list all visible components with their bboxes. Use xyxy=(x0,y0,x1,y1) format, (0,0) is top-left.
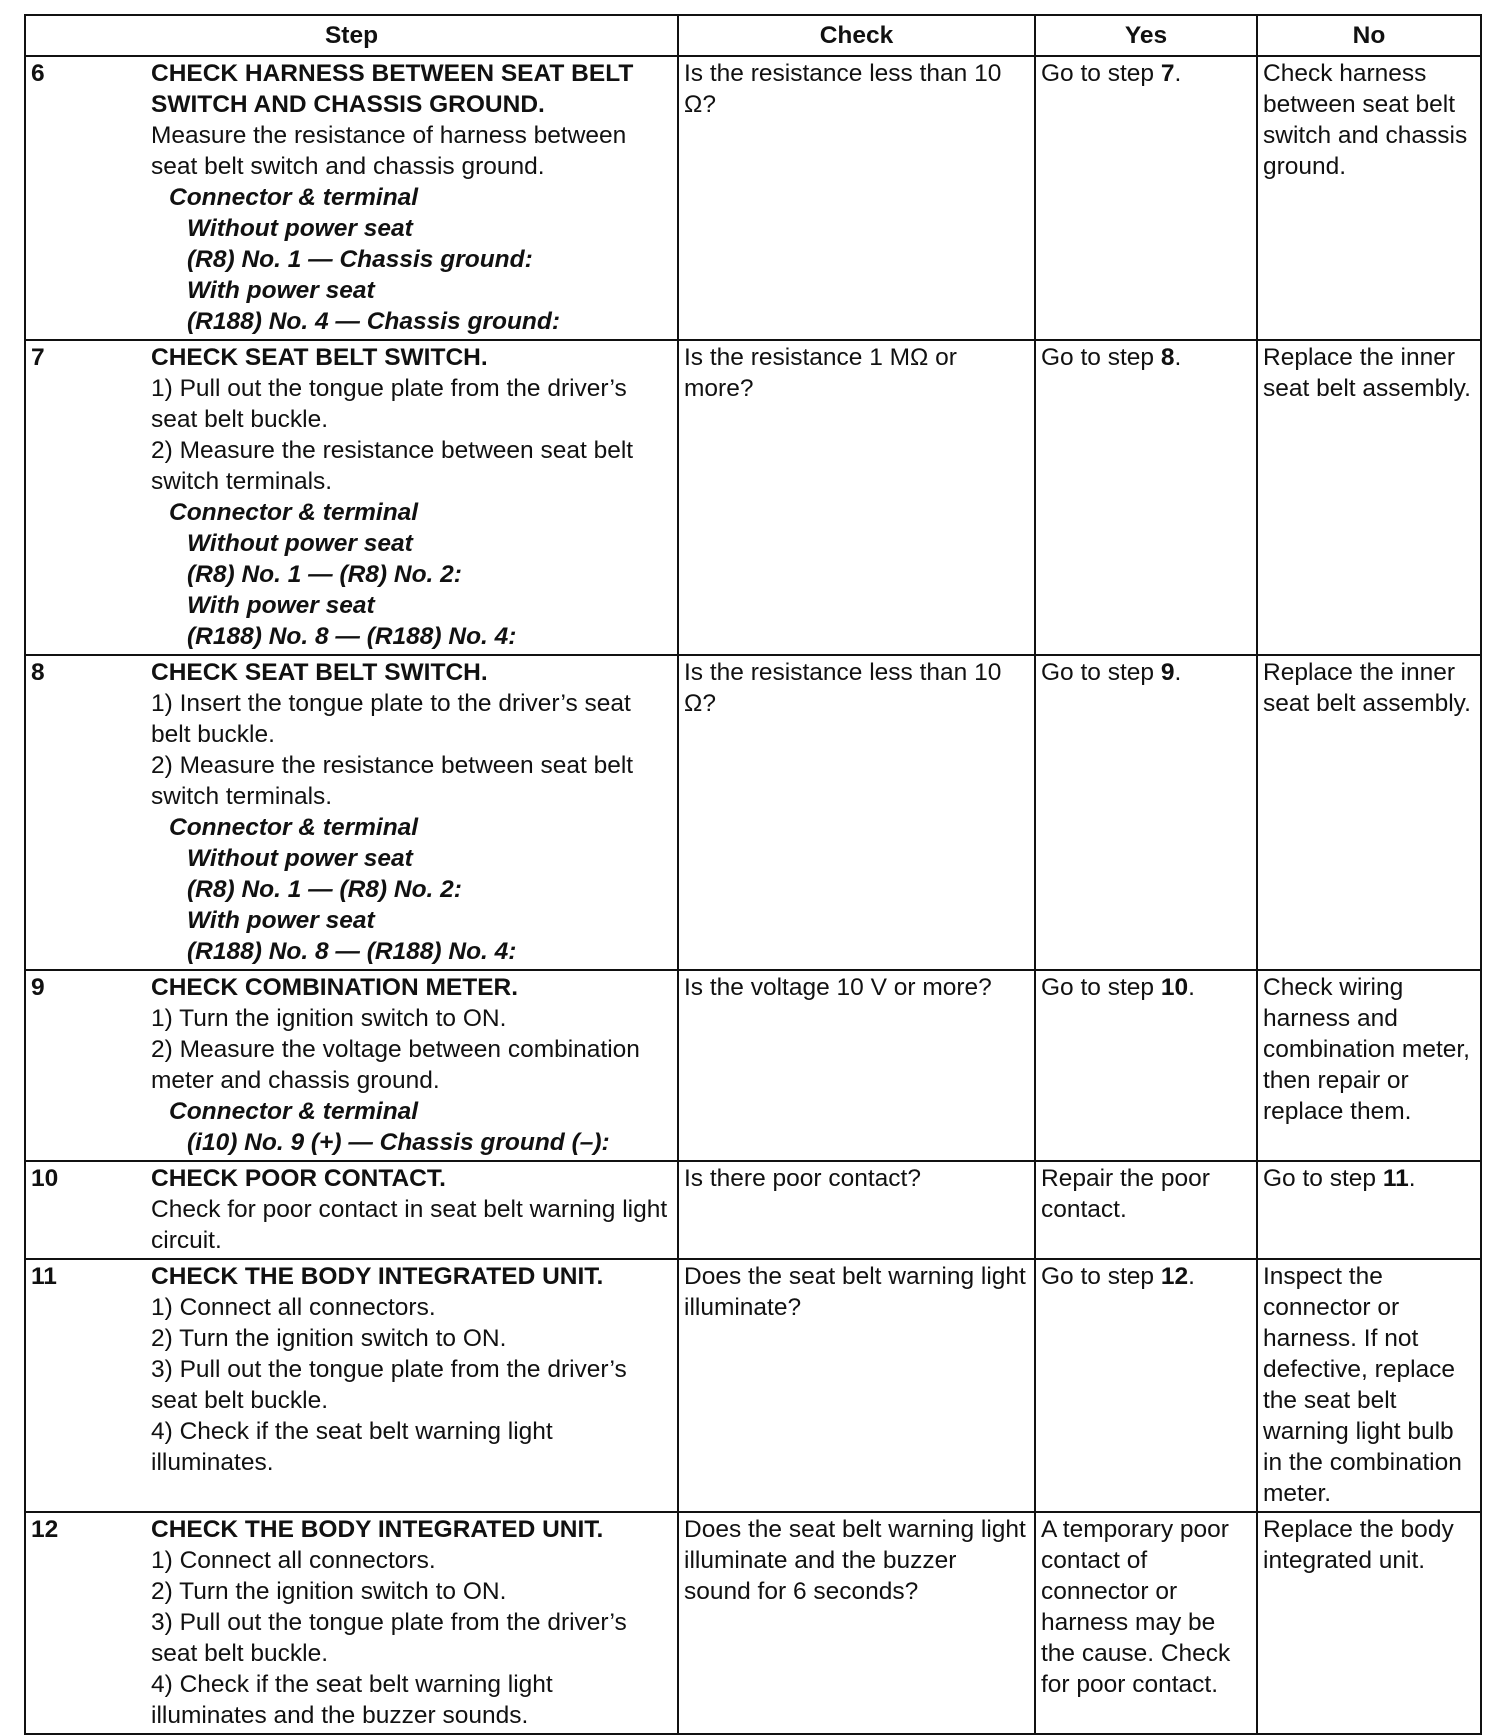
step-instruction: 1) Insert the tongue plate to the driver’s seat belt buckle. xyxy=(151,690,631,748)
yes-cell: A temporary poor contact of connector or harness may be the cause. Check for poor contact. xyxy=(1035,1512,1257,1734)
no-cell: Replace the inner seat belt assembly. xyxy=(1257,655,1481,970)
connector-terminal-label: Connector & terminal xyxy=(169,184,419,211)
step-title: CHECK SEAT BELT SWITCH. xyxy=(151,659,488,686)
step-instruction: 1) Turn the ignition switch to ON. xyxy=(151,1005,507,1032)
step-number: 12 xyxy=(31,1516,59,1543)
step-cell xyxy=(25,1259,678,1512)
no-suffix: . xyxy=(1408,1165,1416,1192)
step-instruction: 4) Check if the seat belt warning light illuminates and the buzzer sounds. xyxy=(151,1671,553,1729)
check-cell: Does the seat belt warning light illuminate? xyxy=(678,1259,1035,1512)
step-cell xyxy=(25,970,678,1161)
step-instruction: Measure the resistance of harness between seat belt switch and chassis ground. xyxy=(151,122,627,180)
yes-cell xyxy=(1035,655,1257,970)
check-cell: Is the resistance less than 10 Ω? xyxy=(678,56,1035,340)
yes-step-ref: 9 xyxy=(1160,659,1175,686)
yes-suffix: . xyxy=(1174,344,1182,371)
step-instruction: 4) Check if the seat belt warning light illuminates. xyxy=(151,1418,553,1476)
check-cell: Is the voltage 10 V or more? xyxy=(678,970,1035,1161)
step-number: 8 xyxy=(31,659,45,686)
step-instruction: 2) Turn the ignition switch to ON. xyxy=(151,1325,507,1352)
table-row xyxy=(25,1161,1481,1259)
yes-step-ref: 10 xyxy=(1160,974,1189,1001)
step-title: CHECK THE BODY INTEGRATED UNIT. xyxy=(151,1263,604,1290)
yes-suffix: . xyxy=(1174,659,1182,686)
diagnostic-table xyxy=(24,14,1482,1735)
step-instruction: 1) Connect all connectors. xyxy=(151,1547,436,1574)
no-cell: Replace the body integrated unit. xyxy=(1257,1512,1481,1734)
connector-terminal-label: Connector & terminal xyxy=(169,499,419,526)
yes-suffix: . xyxy=(1188,974,1195,1001)
connector-terminal-label: Connector & terminal xyxy=(169,1098,419,1125)
yes-step-ref: 8 xyxy=(1160,344,1175,371)
step-instruction: Check for poor contact in seat belt warning light circuit. xyxy=(151,1196,668,1254)
table-header-row xyxy=(25,15,1481,56)
step-title: CHECK POOR CONTACT. xyxy=(151,1165,446,1192)
header-no: No xyxy=(1257,15,1481,56)
connector-line: (R8) No. 1 — (R8) No. 2: xyxy=(187,561,462,588)
no-cell: Replace the inner seat belt assembly. xyxy=(1257,340,1481,655)
step-number: 10 xyxy=(31,1165,59,1192)
step-title: CHECK SEAT BELT SWITCH. xyxy=(151,344,488,371)
connector-line: (R188) No. 8 — (R188) No. 4: xyxy=(187,623,517,650)
step-instruction: 1) Pull out the tongue plate from the driver’s seat belt buckle. xyxy=(151,375,627,433)
check-cell: Does the seat belt warning light illuminate and the buzzer sound for 6 seconds? xyxy=(678,1512,1035,1734)
table-row xyxy=(25,340,1481,655)
step-title: CHECK COMBINATION METER. xyxy=(151,974,519,1001)
step-cell xyxy=(25,655,678,970)
yes-step-ref: 7 xyxy=(1160,60,1175,87)
yes-suffix: . xyxy=(1174,60,1182,87)
step-cell xyxy=(25,340,678,655)
connector-line: (R8) No. 1 — (R8) No. 2: xyxy=(187,876,462,903)
connector-line: With power seat xyxy=(187,592,375,619)
check-cell: Is the resistance 1 MΩ or more? xyxy=(678,340,1035,655)
step-number: 11 xyxy=(31,1263,57,1290)
step-instruction: 2) Measure the resistance between seat belt switch terminals. xyxy=(151,437,634,495)
table-row xyxy=(25,56,1481,340)
yes-cell xyxy=(1035,970,1257,1161)
table-row xyxy=(25,970,1481,1161)
step-number: 9 xyxy=(31,974,45,1001)
connector-line: (R188) No. 8 — (R188) No. 4: xyxy=(187,938,517,965)
step-instruction: 2) Measure the voltage between combination meter and chassis ground. xyxy=(151,1036,640,1094)
step-number: 7 xyxy=(31,344,45,371)
step-instruction: 3) Pull out the tongue plate from the driver’s seat belt buckle. xyxy=(151,1609,627,1667)
yes-cell xyxy=(1035,340,1257,655)
connector-line: (i10) No. 9 (+) — Chassis ground (–): xyxy=(187,1129,610,1156)
step-instruction: 3) Pull out the tongue plate from the driver’s seat belt buckle. xyxy=(151,1356,627,1414)
yes-prefix: Go to step xyxy=(1041,1263,1161,1290)
yes-cell: Repair the poor contact. xyxy=(1035,1161,1257,1259)
no-cell: Inspect the connector or harness. If not defective, replace the seat belt warning light bulb in the combination meter. xyxy=(1257,1259,1481,1512)
header-check: Check xyxy=(678,15,1035,56)
step-instruction: 2) Measure the resistance between seat belt switch terminals. xyxy=(151,752,634,810)
check-cell: Is the resistance less than 10 Ω? xyxy=(678,655,1035,970)
no-prefix: Go to step xyxy=(1263,1165,1383,1192)
yes-step-ref: 12 xyxy=(1160,1263,1189,1290)
connector-line: (R8) No. 1 — Chassis ground: xyxy=(187,246,533,273)
no-cell xyxy=(1257,1161,1481,1259)
yes-prefix: Go to step xyxy=(1041,974,1161,1001)
step-title: CHECK THE BODY INTEGRATED UNIT. xyxy=(151,1516,604,1543)
connector-line: With power seat xyxy=(187,277,375,304)
no-cell: Check wiring harness and combination meter, then repair or replace them. xyxy=(1257,970,1481,1161)
step-title: CHECK HARNESS BETWEEN SEAT BELT SWITCH AND CHASSIS GROUND. xyxy=(151,60,634,118)
yes-suffix: . xyxy=(1188,1263,1195,1290)
yes-prefix: Go to step xyxy=(1041,60,1161,87)
connector-line: (R188) No. 4 — Chassis ground: xyxy=(187,308,561,335)
step-cell xyxy=(25,1512,678,1734)
table-row xyxy=(25,655,1481,970)
connector-line: Without power seat xyxy=(187,845,413,872)
connector-terminal-label: Connector & terminal xyxy=(169,814,419,841)
check-cell: Is there poor contact? xyxy=(678,1161,1035,1259)
step-instruction: 2) Turn the ignition switch to ON. xyxy=(151,1578,507,1605)
connector-line: With power seat xyxy=(187,907,375,934)
no-step-ref: 11 xyxy=(1382,1165,1409,1192)
table-row xyxy=(25,1512,1481,1734)
yes-prefix: Go to step xyxy=(1041,659,1161,686)
yes-cell xyxy=(1035,56,1257,340)
header-yes: Yes xyxy=(1035,15,1257,56)
connector-line: Without power seat xyxy=(187,215,413,242)
yes-prefix: Go to step xyxy=(1041,344,1161,371)
step-number: 6 xyxy=(31,60,45,87)
connector-line: Without power seat xyxy=(187,530,413,557)
header-step: Step xyxy=(25,15,678,56)
yes-cell xyxy=(1035,1259,1257,1512)
table-row xyxy=(25,1259,1481,1512)
no-cell: Check harness between seat belt switch and chassis ground. xyxy=(1257,56,1481,340)
step-cell xyxy=(25,1161,678,1259)
step-cell xyxy=(25,56,678,340)
step-instruction: 1) Connect all connectors. xyxy=(151,1294,436,1321)
